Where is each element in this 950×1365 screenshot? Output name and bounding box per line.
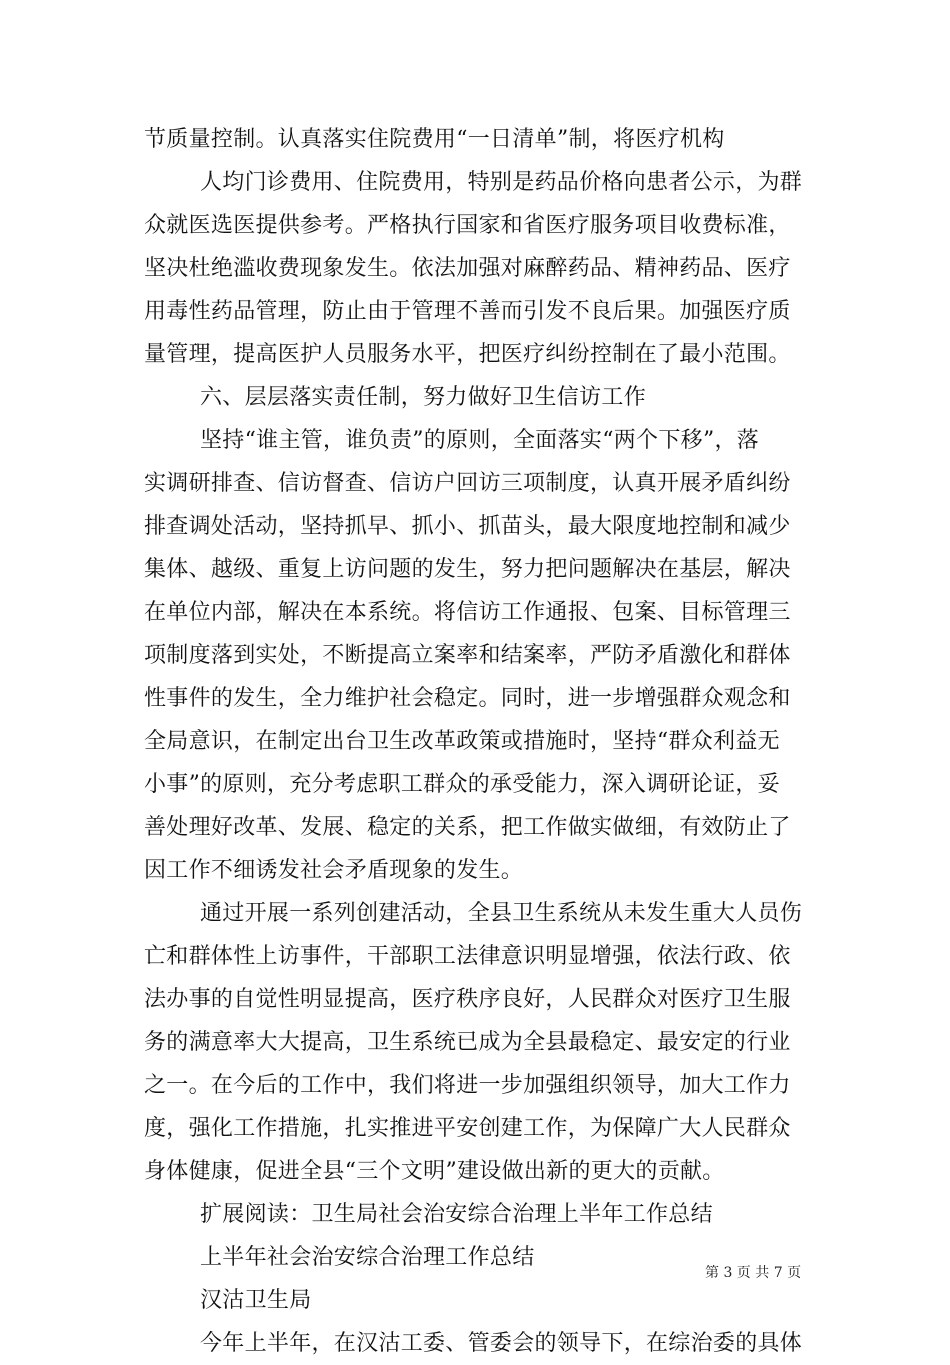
body-line: 众就医选医提供参考。严格执行国家和省医疗服务项目收费标准， (144, 213, 791, 238)
body-line: 善处理好改革、发展、稳定的关系，把工作做实做细，有效防止了 (144, 815, 791, 840)
body-line: 法办事的自觉性明显提高，医疗秩序良好，人民群众对医疗卫生服 (144, 987, 791, 1012)
body-line: 度，强化工作措施，扎实推进平安创建工作，为保障广大人民群众 (144, 1116, 791, 1141)
body-line: 之一。在今后的工作中，我们将进一步加强组织领导，加大工作力 (144, 1073, 791, 1098)
body-line: 身体健康，促进全县“三个文明”建设做出新的更大的贡献。 (144, 1159, 725, 1184)
article-author: 汉沽卫生局 (200, 1288, 312, 1313)
extended-reading-title: 扩展阅读：卫生局社会治安综合治理上半年工作总结 (200, 1202, 713, 1227)
body-line: 集体、越级、重复上访问题的发生，努力把问题解决在基层，解决 (144, 557, 791, 582)
section-heading: 六、层层落实责任制，努力做好卫生信访工作 (200, 385, 647, 410)
body-line: 全局意识，在制定出台卫生改革政策或措施时，坚持“群众利益无 (144, 729, 780, 754)
body-line: 排查调处活动，坚持抓早、抓小、抓苗头，最大限度地控制和减少 (144, 514, 791, 539)
body-line: 在单位内部，解决在本系统。将信访工作通报、包案、目标管理三 (144, 600, 791, 625)
body-line: 实调研排查、信访督查、信访户回访三项制度，认真开展矛盾纠纷 (144, 471, 791, 496)
article-title: 上半年社会治安综合治理工作总结 (200, 1245, 535, 1270)
body-line: 性事件的发生，全力维护社会稳定。同时，进一步增强群众观念和 (144, 686, 791, 711)
body-line: 项制度落到实处，不断提高立案率和结案率，严防矛盾激化和群体 (144, 643, 791, 668)
body-line: 坚持“谁主管，谁负责”的原则，全面落实“两个下移”，落 (200, 428, 760, 453)
body-line: 因工作不细诱发社会矛盾现象的发生。 (144, 858, 524, 883)
body-line: 用毒性药品管理，防止由于管理不善而引发不良后果。加强医疗质 (144, 299, 791, 324)
document-body (144, 118, 814, 1365)
body-line: 人均门诊费用、住院费用，特别是药品价格向患者公示，为群 (200, 170, 803, 195)
body-line: 务的满意率大大提高，卫生系统已成为全县最稳定、最安定的行业 (144, 1030, 791, 1055)
body-line: 量管理，提高医护人员服务水平，把医疗纠纷控制在了最小范围。 (144, 342, 791, 367)
body-line: 亡和群体性上访事件，干部职工法律意识明显增强，依法行政、依 (144, 944, 791, 969)
body-line: 小事”的原则，充分考虑职工群众的承受能力，深入调研论证，妥 (144, 772, 780, 797)
body-line: 通过开展一系列创建活动，全县卫生系统从未发生重大人员伤 (200, 901, 803, 926)
body-line: 坚决杜绝滥收费现象发生。依法加强对麻醉药品、精神药品、医疗 (144, 256, 791, 281)
body-line: 今年上半年，在汉沽工委、管委会的领导下，在综治委的具体 (200, 1331, 803, 1356)
page-number: 第 3 页 共 7 页 (705, 1265, 802, 1281)
body-line: 节质量控制。认真落实住院费用“一日清单”制，将医疗机构 (144, 127, 725, 152)
